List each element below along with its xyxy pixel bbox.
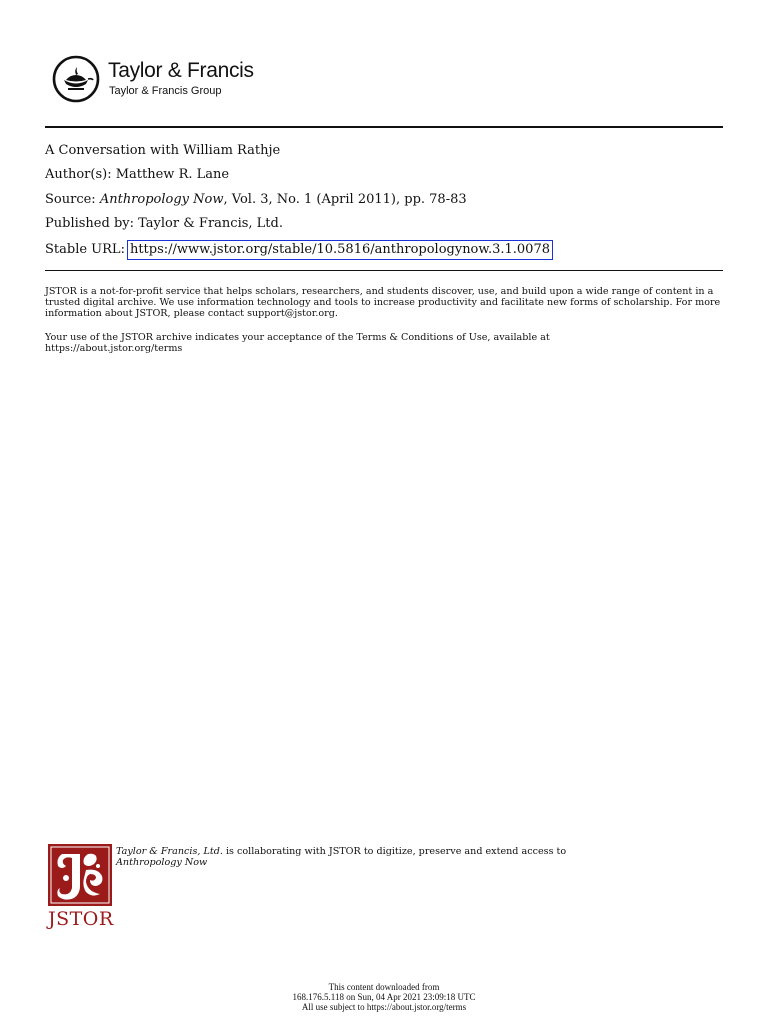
publisher-value: Taylor & Francis, Ltd. [138,216,283,231]
source-line [45,192,467,208]
middle-divider [45,270,723,271]
source-details: , Vol. 3, No. 1 (April 2011), pp. 78-83 [223,192,467,207]
author-label: Author(s): [45,167,112,182]
collaboration-journal: Anthropology Now [116,857,208,868]
stable-url-line [45,240,553,260]
jstor-ornament-icon [48,844,112,906]
collaboration-text: is collaborating with JSTOR to digitize, preserve and extend access to [222,846,567,857]
publisher-name: Taylor & Francis [108,59,254,82]
terms-notice [45,332,725,354]
terms-text: Your use of the JSTOR archive indicates your acceptance of the Terms & Conditions of Use, available at [45,332,550,343]
lamp-emblem-icon [52,55,100,103]
terms-link[interactable]: https://about.jstor.org/terms [45,343,183,354]
jstor-logo [48,844,114,934]
stable-url-label: Stable URL: [45,242,125,257]
jstor-wordmark: JSTOR [48,908,114,930]
collaboration-statement [116,846,716,868]
publisher-label: Published by: [45,216,134,231]
author-line [45,167,229,183]
source-journal: Anthropology Now [99,192,224,207]
author-name: Matthew R. Lane [115,167,230,182]
publisher-group: Taylor & Francis Group [109,85,222,97]
about-jstor-notice: JSTOR is a not-for-profit service that helps scholars, researchers, and students discover, use, and build upon a wide range of content in a trusted digital archive. We use information technology and tools to increase productivity and facilitate new forms of scholarship. For more information about JSTOR, please contact support@jstor.org. [45,286,721,319]
footer-line-3: All use subject to https://about.jstor.org/terms [301,1002,467,1012]
collaboration-line [116,846,716,857]
source-label: Source: [45,192,96,207]
publisher-line [45,216,283,232]
download-footer [0,982,768,1012]
publisher-logo [52,55,262,105]
article-title: A Conversation with William Rathje [45,143,281,158]
collaboration-partner: Taylor & Francis, Ltd. [116,846,223,857]
stable-url-link[interactable]: https://www.jstor.org/stable/10.5816/anthropologynow.3.1.0078 [127,240,553,260]
top-divider [45,126,723,128]
footer-line-1: This content downloaded from [328,982,440,992]
footer-line-2: 168.176.5.118 on Sun, 04 Apr 2021 23:09:18 UTC [292,992,476,1002]
